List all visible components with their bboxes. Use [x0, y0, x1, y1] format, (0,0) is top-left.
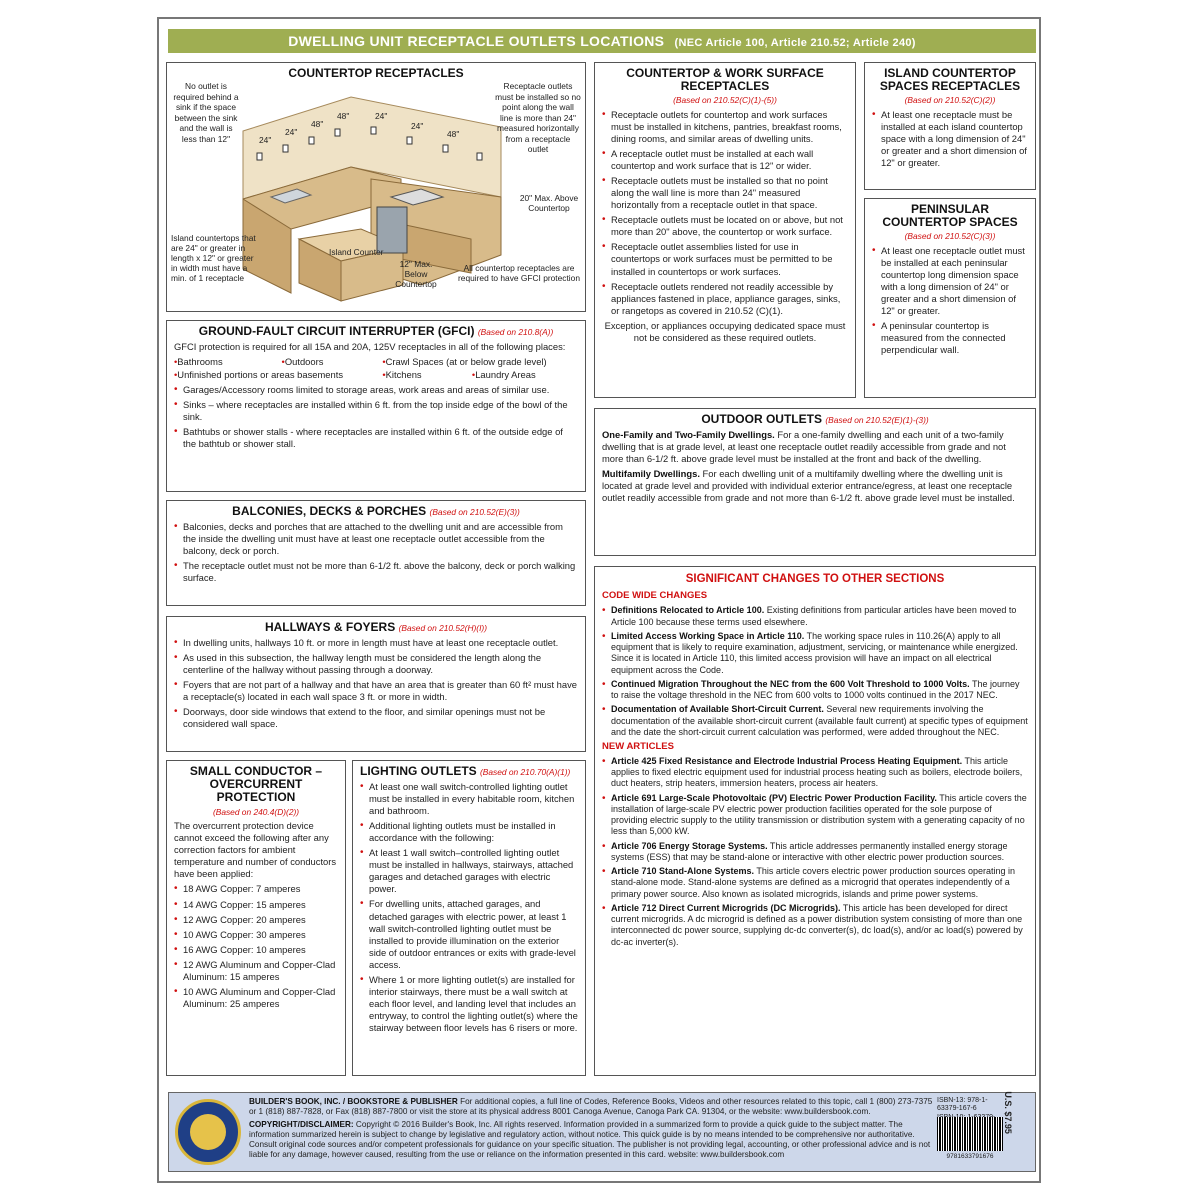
- publisher-name: BUILDER'S BOOK, INC. / BOOKSTORE & PUBLISHER: [249, 1097, 458, 1106]
- list-item: • Doorways, door side windows that extend to the floor, and similar openings must not be considered wall space.: [174, 706, 578, 730]
- list-item: • Article 710 Stand-Alone Systems. This article covers electric power production sources operating in stand-alone mode. Stand-alone systems are defined as a microgrid that operates independently of a primary power source. Also known as isolated microgrids, islands and prime power systems.: [602, 866, 1028, 900]
- small-conductor-ref: (Based on 240.4(D)(2)): [212, 806, 300, 817]
- list-item: • Article 425 Fixed Resistance and Electrode Industrial Process Heating Equipment. This article applies to fixed electric equipment used for industrial process heating such as boilers, electrode boilers, duct heaters, strip heaters, immersion heaters, process air heaters.: [602, 756, 1028, 790]
- gfci-ref: (Based on 210.8(A)): [477, 327, 554, 337]
- list-item: • Definitions Relocated to Article 100. Existing definitions from particular articles have been moved to Article 100 because these terms used elsewhere.: [602, 605, 1028, 628]
- lighting-heading: LIGHTING OUTLETS (Based on 210.70(A)(1)): [360, 764, 571, 778]
- isbn-13: ISBN-13: 978-1-63379-167-6: [937, 1097, 988, 1113]
- list-item: • Balconies, decks and porches that are attached to the dwelling unit and are accessible from the inside the dwelling unit must have at least one receptacle outlet accessible from the balcony, deck or porch.: [174, 521, 578, 557]
- hallways-ref: (Based on 210.52(H)(I)): [398, 623, 488, 633]
- label-gfci-protection: All countertop receptacles are required to have GFCI protection: [458, 263, 580, 284]
- countertop-work-heading: COUNTERTOP & WORK SURFACE RECEPTACLES: [626, 66, 824, 94]
- hallways-list: [174, 637, 578, 730]
- gfci-list: [174, 384, 578, 450]
- gfci-intro: GFCI protection is required for all 15A and 20A, 125V receptacles in all of the following places:: [174, 341, 566, 353]
- dim-label: 24": [375, 111, 388, 121]
- lighting-ref: (Based on 210.70(A)(1)): [480, 767, 571, 777]
- countertop-work-exception: Exception, or appliances occupying dedicated space must not be considered as these required outlets.: [604, 319, 846, 343]
- hallways-box: [166, 616, 586, 752]
- island-box: [864, 62, 1036, 190]
- outdoor-multifamily: Multifamily Dwellings. For each dwelling unit of a multifamily dwelling where the dwelling unit is located at grade level and provided with individual exterior entrance/egress, at least one receptacle outlet readily accessible from grade and not more than 6-1/2 ft. above grade level must be installed.: [602, 468, 1015, 504]
- list-item: • Continued Migration Throughout the NEC from the 600 Volt Threshold to 1000 Volts. The journey to raise the voltage threshold in the NEC from 600 volts to 1000 volts continued in the 2017 NEC.: [602, 679, 1028, 702]
- copyright-text: Copyright © 2016 Builder's Book, Inc. All rights reserved. Information provided in a summarized form to provide a quick guide to the subject matter. The information summarized herein is subject to change by legislative and regulatory action, without notice. This quick guide is by no means intended to be comprehensive nor authoritative. Consult original code sources and/or competent professionals for guidance on your specific situation. The publisher is not providing legal, accounting, or other professional advice and is not liable for any damage, however caused, resulting from the use or reliance on the information presented in this card.: [249, 1119, 931, 1160]
- new-articles-label: NEW ARTICLES: [602, 741, 674, 752]
- peninsular-list: [872, 245, 1028, 356]
- outdoor-ref: (Based on 210.52(E)(1)-(3)): [825, 415, 929, 425]
- balconies-box: [166, 500, 586, 606]
- list-item: • Article 691 Large-Scale Photovoltaic (PV) Electric Power Production Facility. This article covers the installation of large-scale PV electric power production facilities operated for the sole purpose of providing electric supply to the utility transmission or distribution system with a generating capacity of no less than 5,000 kW.: [602, 793, 1028, 838]
- list-item: • Documentation of Available Short-Circuit Current. Several new requirements involving the documentation of the available short-circuit current (available fault current) at specific types of equipment and the date the short-circuit current calculation was performed, were added throughout the NEC.: [602, 704, 1028, 738]
- list-item: • Receptacle outlet assemblies listed for use in countertops or work surfaces must be permitted to be installed in countertops or work surfaces.: [602, 241, 848, 277]
- website-link[interactable]: website: www.buildersbook.com: [668, 1150, 785, 1160]
- barcode-icon: [937, 1117, 1003, 1151]
- list-item: • Sinks – where receptacles are installed within 6 ft. from the top inside edge of the bowl of the sink.: [174, 399, 578, 423]
- list-item: • A receptacle outlet must be installed at each wall countertop and work surface that is 12" or wider.: [602, 148, 848, 172]
- list-item: • 12 AWG Copper: 20 amperes: [174, 914, 338, 926]
- copyright-label: COPYRIGHT/DISCLAIMER:: [249, 1119, 354, 1129]
- list-item: • Bathtubs or shower stalls - where receptacles are installed within 6 ft. of the outside edge of the bathtub or shower stall.: [174, 426, 578, 450]
- outdoor-one-family: One-Family and Two-Family Dwellings. For a one-family dwelling and each unit of a two-family dwelling that is at grade level, at least one receptacle outlet readily accessible from grade and not more than 6-1/2 ft. above grade level must be installed at the front and back of the dwelling.: [602, 429, 1006, 465]
- list-item: • Article 712 Direct Current Microgrids (DC Microgrids). This article has been developed for direct current microgrids. A dc microgrid is defined as a power distribution system consisting of more than one interconnected dc power source, supplying dc-dc converter(s), dc load(s), and/or ac load(s) powered by dc-ac inverter(s).: [602, 903, 1028, 948]
- list-item: • For dwelling units, attached garages, and detached garages with electric power, at least 1 wall switch-controlled lighting outlet must be installed to provide illumination on the exterior side of outdoor entrances or exits with grade-level access.: [360, 898, 578, 970]
- list-item: • 10 AWG Aluminum and Copper-Clad Aluminum: 25 amperes: [174, 986, 338, 1010]
- dim-label: 24": [285, 127, 298, 137]
- balconies-heading: BALCONIES, DECKS & PORCHES (Based on 210.52(E)(3)): [232, 504, 520, 518]
- gfci-place: • Unfinished portions or areas basements: [174, 369, 374, 381]
- list-item: • 18 AWG Copper: 7 amperes: [174, 883, 338, 895]
- builders-book-logo-icon: [175, 1099, 241, 1165]
- publisher-text: For additional copies, a full line of Codes, Reference Books, Videos and other resources related to this topic, call 1 (800) 273-7375 or 1 (818) 887-7828, or Fax (818) 887-7800 or visit the store at its physical address 8001 Canoga Avenue, Canoga Park CA. 91304, or the website: www.buildersbook.com.: [249, 1097, 933, 1117]
- countertop-diagram-box: [166, 62, 586, 312]
- changes-heading: SIGNIFICANT CHANGES TO OTHER SECTIONS: [685, 573, 945, 585]
- small-conductor-intro: The overcurrent protection device cannot exceed the following after any correction factors for ambient temperature and number of conductors have been applied:: [174, 820, 337, 880]
- list-item: • Where 1 or more lighting outlet(s) are installed for interior stairways, there must be a wall switch at each floor level, and landing level that includes an entryway, to control the lighting outlet(s) where the stairway between floor levels has 6 risers or more.: [360, 974, 578, 1034]
- changes-box: [594, 566, 1036, 1076]
- countertop-work-list: [602, 109, 848, 317]
- list-item: • 10 AWG Copper: 30 amperes: [174, 929, 338, 941]
- list-item: • Receptacle outlets for countertop and work surfaces must be installed in kitchens, pantries, breakfast rooms, dining rooms, and similar areas of dwelling units.: [602, 109, 848, 145]
- note-sink: No outlet is required behind a sink if the space between the sink and the wall is less than 12": [173, 81, 239, 144]
- page-title: [168, 29, 1036, 53]
- price-label: U.S. $7.95: [1003, 1091, 1014, 1134]
- label-island-requirement: Island countertops that are 24" or greater in length x 12" or greater in width must have a min. of 1 receptacle: [171, 233, 256, 284]
- list-item: • Foyers that are not part of a hallway and that have an area that is greater than 60 ft² must have a receptacle(s) located in each wall space 3 ft. or more in width.: [174, 679, 578, 703]
- list-item: • 14 AWG Copper: 15 amperes: [174, 899, 338, 911]
- title-sub: (NEC Article 100, Article 210.52; Article 240): [674, 37, 916, 49]
- island-counter-label: Island Counter: [329, 247, 384, 257]
- outdoor-heading: OUTDOOR OUTLETS (Based on 210.52(E)(1)-(3)): [701, 412, 929, 426]
- dim-label: 48": [311, 119, 324, 129]
- small-conductor-list: [174, 883, 338, 1009]
- list-item: • 12 AWG Aluminum and Copper-Clad Aluminum: 15 amperes: [174, 959, 338, 983]
- island-heading: ISLAND COUNTERTOP SPACES RECEPTACLES: [879, 66, 1021, 94]
- code-wide-label: CODE WIDE CHANGES: [602, 590, 708, 602]
- gfci-place: • Kitchens: [382, 369, 464, 381]
- countertop-work-box: [594, 62, 856, 398]
- island-ref: (Based on 210.52(C)(2)): [904, 95, 996, 106]
- gfci-heading: GROUND-FAULT CIRCUIT INTERRUPTER (GFCI) (Based on 210.8(A)): [198, 324, 554, 338]
- small-conductor-box: [166, 760, 346, 1076]
- footer-text: [249, 1097, 939, 1161]
- dim-label: 48": [337, 111, 350, 121]
- list-item: • At least one receptacle must be installed at each island countertop space with a long dimension of 24" or greater and a short dimension of 12" or greater.: [872, 109, 1028, 169]
- list-item: • The receptacle outlet must not be more than 6-1/2 ft. above the balcony, deck or porch walking surface.: [174, 560, 578, 584]
- list-item: • Limited Access Working Space in Article 110. The working space rules in 110.26(A) apply to all equipment that is likely to require examination, adjustment, servicing, or maintenance while energized. Since it is located in Article 110, this limited access provision will have an impact on all electrical equipment across the Code.: [602, 631, 1028, 676]
- gfci-box: [166, 320, 586, 492]
- peninsular-ref: (Based on 210.52(C)(3)): [904, 231, 996, 242]
- list-item: • A peninsular countertop is measured from the connected perpendicular wall.: [872, 320, 1028, 356]
- list-item: • At least 1 wall switch–controlled lighting outlet must be installed in hallways, stairways, attached garages and detached garages with electric power.: [360, 847, 578, 895]
- list-item: • Receptacle outlets rendered not readily accessible by appliances fastened in place, appliance garages, sinks, or rangetops as covered in 210.52 (C)(1).: [602, 281, 848, 317]
- peninsular-heading: PENINSULAR COUNTERTOP SPACES: [882, 202, 1018, 230]
- gfci-place: • Laundry Areas: [472, 369, 578, 381]
- countertop-diagram-heading: COUNTERTOP RECEPTACLES: [288, 66, 464, 80]
- publisher-footer: [168, 1092, 1036, 1172]
- list-item: • In dwelling units, hallways 10 ft. or more in length must have at least one receptacle outlet.: [174, 637, 578, 649]
- gfci-place: • Outdoors: [282, 356, 375, 368]
- dim-label: 24": [259, 135, 272, 145]
- dim-label: 48": [447, 129, 460, 139]
- label-20-max: 20" Max. Above Countertop: [519, 193, 579, 214]
- dim-label: 24": [411, 121, 424, 131]
- lighting-list: [360, 781, 578, 1034]
- list-item: • Garages/Accessory rooms limited to storage areas, work areas and areas of similar use.: [174, 384, 578, 396]
- list-item: • At least one receptacle outlet must be installed at each peninsular countertop long dimension space with a long dimension of 24" or greater and a short dimension of 12" or greater.: [872, 245, 1028, 317]
- gfci-place: • Bathrooms: [174, 356, 274, 368]
- title-main: DWELLING UNIT RECEPTACLE OUTLETS LOCATIONS: [288, 33, 665, 49]
- small-conductor-heading: SMALL CONDUCTOR – OVERCURRENT PROTECTION: [189, 764, 323, 805]
- list-item: • Receptacle outlets must be installed so that no point along the wall line is more than 24" measured horizontally from a receptacle outlet in that space.: [602, 175, 848, 211]
- list-item: • Additional lighting outlets must be installed in accordance with the following:: [360, 820, 578, 844]
- list-item: • Receptacle outlets must be located on or above, but not more than 20" above, the countertop or work surface.: [602, 214, 848, 238]
- list-item: • At least one wall switch-controlled lighting outlet must be installed in every habitable room, kitchen and bathroom.: [360, 781, 578, 817]
- countertop-work-ref: (Based on 210.52(C)(1)-(5)): [673, 95, 777, 106]
- gfci-places: [174, 356, 578, 381]
- lighting-box: [352, 760, 586, 1076]
- peninsular-box: [864, 198, 1036, 398]
- gfci-place: • Crawl Spaces (at or below grade level): [382, 356, 578, 368]
- balconies-ref: (Based on 210.52(E)(3)): [429, 507, 520, 517]
- list-item: • As used in this subsection, the hallway length must be considered the length along the centerline of the hallway without passing through a doorway.: [174, 652, 578, 676]
- list-item: • 16 AWG Copper: 10 amperes: [174, 944, 338, 956]
- island-list: [872, 109, 1028, 169]
- code-wide-list: [602, 605, 1028, 738]
- barcode-number: 9781633791676: [946, 1153, 994, 1160]
- label-12-max: 12" Max. Below Countertop: [395, 259, 437, 290]
- outdoor-box: [594, 408, 1036, 556]
- balconies-list: [174, 521, 578, 584]
- new-articles-list: [602, 756, 1028, 948]
- hallways-heading: HALLWAYS & FOYERS (Based on 210.52(H)(I)): [264, 620, 488, 634]
- note-spacing: Receptacle outlets must be installed so no point along the wall line is more than 24" measured horizontally from a receptacle outlet: [495, 81, 581, 154]
- list-item: • Article 706 Energy Storage Systems. This article addresses permanently installed energy storage systems (ESS) that may be stand-alone or interactive with other electric power production sources.: [602, 841, 1028, 864]
